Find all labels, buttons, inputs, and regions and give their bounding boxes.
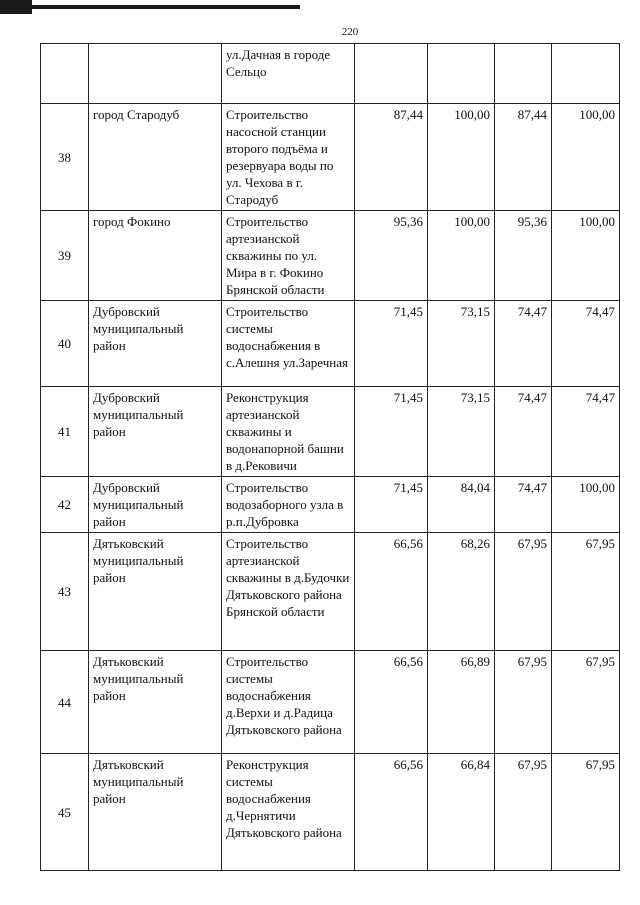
value-cell-3: 74,47 (495, 301, 552, 387)
row-number: 38 (41, 104, 89, 211)
scan-artifact-line (30, 5, 300, 9)
table-row (41, 211, 620, 301)
table-row (41, 387, 620, 477)
value-cell-3: 74,47 (495, 387, 552, 477)
value-cell-3: 95,36 (495, 211, 552, 301)
district-cell: Дубровский муниципальный район (89, 301, 222, 387)
value-cell-2: 73,15 (428, 387, 495, 477)
value-cell-1: 66,56 (355, 651, 428, 754)
value-cell-2 (428, 44, 495, 104)
table-row (41, 301, 620, 387)
value-cell-4: 67,95 (552, 754, 620, 871)
table-row (41, 104, 620, 211)
value-cell-1: 66,56 (355, 533, 428, 651)
description-cell: Реконструкция артезианской скважины и водонапорной башни в д.Рековичи (222, 387, 355, 477)
table-row (41, 651, 620, 754)
district-cell: Дятьковский муниципальный район (89, 651, 222, 754)
description-cell: Строительство насосной станции второго подъёма и резервуара воды по ул. Чехова в г. Стародуб (222, 104, 355, 211)
table-row (41, 477, 620, 533)
value-cell-2: 73,15 (428, 301, 495, 387)
value-cell-4: 74,47 (552, 387, 620, 477)
row-number: 41 (41, 387, 89, 477)
value-cell-4: 100,00 (552, 104, 620, 211)
value-cell-1 (355, 44, 428, 104)
description-cell: Строительство артезианской скважины в д.Будочки Дятьковского района Брянской области (222, 533, 355, 651)
value-cell-3: 67,95 (495, 533, 552, 651)
scan-artifact-bar (0, 0, 300, 12)
value-cell-3 (495, 44, 552, 104)
district-cell: город Фокино (89, 211, 222, 301)
value-cell-3: 67,95 (495, 651, 552, 754)
value-cell-2: 66,89 (428, 651, 495, 754)
value-cell-4 (552, 44, 620, 104)
scan-artifact-stub (0, 0, 32, 14)
description-cell: ул.Дачная в городе Сельцо (222, 44, 355, 104)
district-cell: Дубровский муниципальный район (89, 387, 222, 477)
description-cell: Строительство водозаборного узла в р.п.Дубровка (222, 477, 355, 533)
description-cell: Строительство артезианской скважины по ул. Мира в г. Фокино Брянской области (222, 211, 355, 301)
value-cell-3: 67,95 (495, 754, 552, 871)
value-cell-1: 71,45 (355, 477, 428, 533)
data-table (40, 43, 620, 871)
row-number: 40 (41, 301, 89, 387)
row-number: 45 (41, 754, 89, 871)
row-number: 44 (41, 651, 89, 754)
description-cell: Реконструкция системы водоснабжения д.Чернятичи Дятьковского района (222, 754, 355, 871)
value-cell-2: 68,26 (428, 533, 495, 651)
value-cell-1: 71,45 (355, 387, 428, 477)
district-cell: Дятьковский муниципальный район (89, 754, 222, 871)
district-cell: Дятьковский муниципальный район (89, 533, 222, 651)
value-cell-4: 100,00 (552, 211, 620, 301)
row-number: 39 (41, 211, 89, 301)
value-cell-3: 87,44 (495, 104, 552, 211)
page-number: 220 (341, 26, 359, 38)
value-cell-1: 87,44 (355, 104, 428, 211)
value-cell-2: 66,84 (428, 754, 495, 871)
value-cell-4: 74,47 (552, 301, 620, 387)
description-cell: Строительство системы водоснабжения д.Верхи и д.Радица Дятьковского района (222, 651, 355, 754)
district-cell (89, 44, 222, 104)
value-cell-4: 67,95 (552, 533, 620, 651)
value-cell-1: 95,36 (355, 211, 428, 301)
row-number: 42 (41, 477, 89, 533)
table-row (41, 533, 620, 651)
row-number (41, 44, 89, 104)
district-cell: город Стародуб (89, 104, 222, 211)
value-cell-4: 100,00 (552, 477, 620, 533)
value-cell-3: 74,47 (495, 477, 552, 533)
table-row (41, 754, 620, 871)
district-cell: Дубровский муниципальный район (89, 477, 222, 533)
value-cell-2: 84,04 (428, 477, 495, 533)
row-number: 43 (41, 533, 89, 651)
value-cell-1: 71,45 (355, 301, 428, 387)
table-row (41, 44, 620, 104)
value-cell-4: 67,95 (552, 651, 620, 754)
description-cell: Строительство системы водоснабжения в с.Алешня ул.Заречная (222, 301, 355, 387)
value-cell-2: 100,00 (428, 211, 495, 301)
value-cell-1: 66,56 (355, 754, 428, 871)
value-cell-2: 100,00 (428, 104, 495, 211)
